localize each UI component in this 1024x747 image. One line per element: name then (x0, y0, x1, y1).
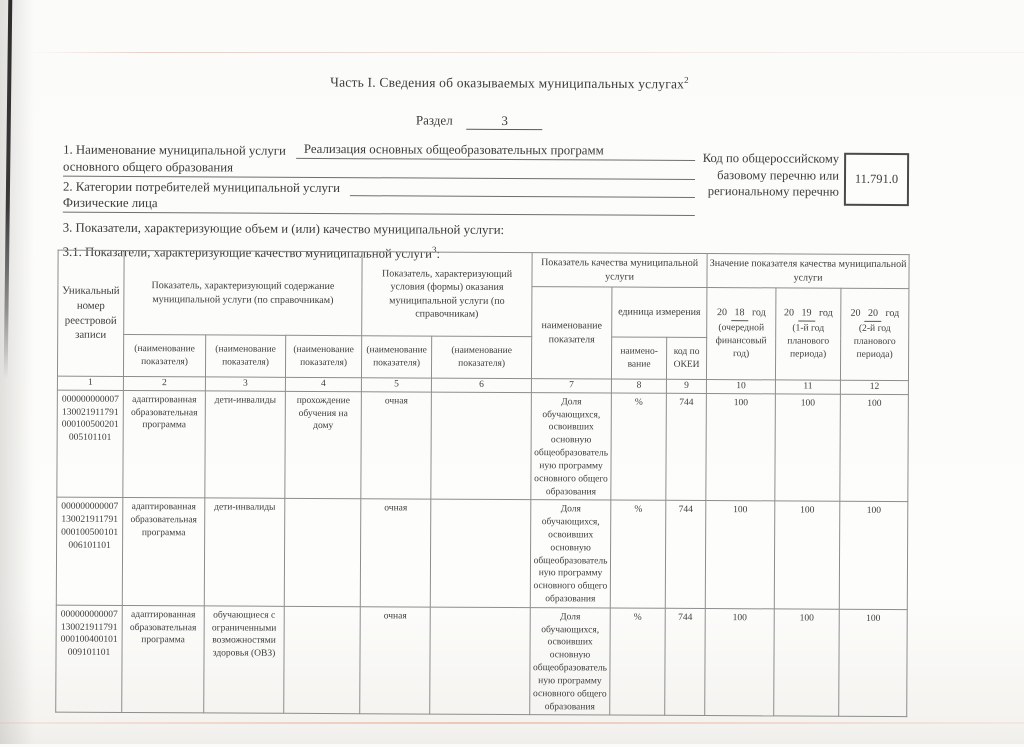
column-number: 9 (666, 379, 706, 393)
year-note-2019: (1-й год планового периода) (787, 322, 830, 360)
consumers-value: Физические лица (62, 195, 158, 211)
subheader-indicator-name-4: (наименование показателя) (361, 336, 431, 378)
cell-value-2018: 100 (705, 501, 775, 609)
header-quality-values: Значение показателя качества муниципальной услуги (707, 254, 909, 289)
header-quality-indicator: Показатель качества муниципальной услуги (532, 253, 707, 288)
subheader-indicator-name-5: (наименование показателя) (431, 336, 531, 379)
subheader-unit-code: код по ОКЕИ (666, 337, 706, 379)
cell-condition-2 (430, 499, 531, 607)
volume-quality-label: 3. Показатели, характеризующие объем и (или) качество муниципальной услуги: (62, 220, 505, 237)
title-footnote: 2 (684, 74, 689, 85)
cell-condition-1: очная (361, 392, 432, 500)
cell-content-1: адаптированная образовательная программа (122, 605, 205, 713)
service-name-value-continuation: основного общего образования (63, 159, 234, 175)
cell-indicator-name: Доля обучающихся, освоивших основную общеобразовательную программу основного общего образования (530, 500, 611, 608)
cell-value-2019: 100 (774, 501, 840, 609)
header-year-2019: 20 19 год (1-й год планового периода) (775, 288, 840, 380)
cell-unit-name: % (610, 608, 666, 716)
cell-content-2: дети-инвалиды (205, 391, 286, 499)
column-number: 3 (205, 377, 285, 391)
consumers-label: 2. Категории потребителей муниципальной услуги (62, 179, 341, 196)
consumers-row (63, 177, 695, 198)
cell-content-1: адаптированная образовательная программа (123, 390, 206, 498)
service-name-value: Реализация основных общеобразовательных программ (296, 142, 695, 161)
quality-indicators-label: 3.1. Показатели, характеризующие качество муниципальной услуги$^3$: (62, 244, 441, 261)
cell-value-2020: 100 (840, 394, 909, 502)
cell-registry: 000000000007 130021911791 000100500201 005101101 (57, 390, 124, 498)
year-note-2018: (очередной финансовый год) (715, 321, 767, 359)
cell-condition-1: очная (360, 499, 431, 607)
cell-content-2: дети-инвалиды (204, 498, 285, 606)
section-number: 3 (467, 113, 543, 130)
subheader-unit-name: наимено-вание (611, 337, 666, 379)
cell-okei-code: 744 (665, 608, 706, 716)
table-row (56, 497, 908, 609)
year-note-2020: (2-й год планового периода) (853, 322, 896, 360)
column-number: 2 (123, 376, 205, 390)
column-number: 8 (611, 379, 666, 393)
cell-condition-1: очная (360, 607, 431, 715)
section-label: Раздел (415, 112, 453, 128)
subheader-indicator-name-2: (наименование показателя) (205, 335, 285, 377)
cell-value-2019: 100 (775, 394, 841, 502)
quality-indicators-table (55, 250, 909, 718)
volume-quality-row (63, 213, 695, 239)
subheader-indicator-name-3: (наименование показателя) (285, 335, 361, 377)
form-fields (63, 140, 696, 263)
cell-indicator-name: Доля обучающихся, освоивших основную общеобразовательную программу основного общего образования (531, 392, 612, 500)
header-registry-number: Уникальный номер реестровой записи (57, 250, 124, 376)
column-number: 1 (57, 376, 123, 390)
cell-condition-2 (431, 392, 532, 500)
column-number: 6 (431, 378, 531, 392)
column-number: 7 (531, 379, 611, 393)
header-content-indicator: Показатель, характеризующий содержание муниципальной услуги (по справочникам) (124, 250, 362, 335)
cell-value-2020: 100 (839, 609, 908, 717)
column-number: 5 (361, 378, 431, 392)
year-value-2020: 20 (864, 307, 881, 322)
code-reference-label: Код по общероссийскому базовому перечню или региональному перечню (702, 150, 840, 199)
cell-indicator-name: Доля обучающихся, освоивших основную общеобразовательную программу основного общего образования (530, 607, 611, 715)
service-name-label: 1. Наименование муниципальной услуги (63, 142, 286, 158)
table-header-row-1 (58, 250, 909, 288)
cell-value-2019: 100 (774, 609, 840, 717)
cell-value-2020: 100 (839, 502, 908, 610)
year-value-2019: 19 (798, 307, 815, 322)
column-number: 11 (775, 380, 840, 394)
column-number: 10 (706, 380, 775, 394)
cell-condition-2 (430, 607, 531, 715)
column-number: 12 (840, 380, 908, 394)
service-name-row (63, 140, 695, 161)
cell-content-1: адаптированная образовательная программа (122, 498, 205, 606)
cell-content-3 (284, 606, 361, 714)
header-unit: единица измерения (612, 287, 707, 337)
cell-okei-code: 744 (666, 393, 707, 501)
header-year-2020: 20 20 год (2-й год планового периода) (840, 288, 909, 380)
header-year-2018: 20 18 год (очередной финансовый год) (706, 288, 775, 380)
code-reference-value: 11.791.0 (854, 171, 899, 187)
header-indicator-name: наименование показателя (531, 287, 611, 379)
cell-content-3 (284, 499, 361, 607)
table-row (57, 390, 909, 502)
quality-footnote: 3 (432, 244, 437, 255)
cell-value-2018: 100 (705, 608, 775, 716)
code-reference-box (844, 153, 909, 206)
section-line (1, 110, 957, 132)
table-row (56, 605, 908, 717)
page-title: Часть I. Сведения об оказываемых муниципальных услугах$^2$ (330, 74, 689, 92)
year-value-2018: 18 (731, 306, 748, 321)
cell-unit-name: % (611, 393, 667, 501)
cell-value-2018: 100 (706, 393, 776, 501)
subheader-indicator-name-1: (наименование показателя) (123, 334, 205, 376)
cell-unit-name: % (610, 500, 666, 608)
header-conditions-indicator: Показатель, характеризующий условия (формы) оказания муниципальной услуги (по справочникам) (362, 252, 532, 337)
cell-okei-code: 744 (665, 501, 706, 609)
column-number: 4 (285, 377, 361, 391)
cell-content-2: обучающиеся с ограниченными возможностями здоровья (ОВЗ) (204, 606, 285, 714)
cell-content-3: прохождение обучения на дому (285, 391, 362, 499)
cell-registry: 000000000007 130021911791 000100400101 009101101 (56, 605, 123, 713)
cell-registry: 000000000007 130021911791 000100500101 006101101 (56, 497, 123, 605)
